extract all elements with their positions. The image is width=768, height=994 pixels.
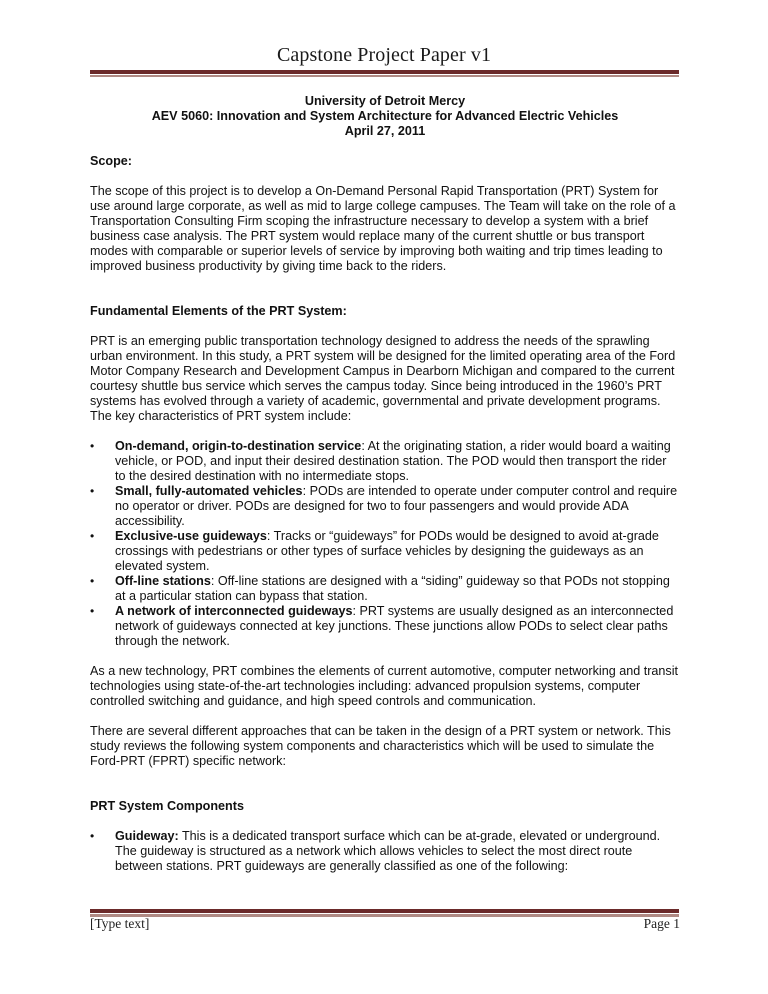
bullet-icon: • [90, 439, 95, 453]
list-item-text: : Tracks or “guideways” for PODs would be designed to avoid at-grade crossings with pedestrians or other types of surface vehicles by designing the guideways as an elevated system. [115, 529, 659, 573]
page-number: Page 1 [643, 916, 680, 931]
list-item [90, 574, 680, 604]
bullet-icon: • [90, 484, 95, 498]
bullet-icon: • [90, 604, 95, 618]
bullet-icon: • [90, 829, 95, 843]
list-item-text: This is a dedicated transport surface which can be at-grade, elevated or underground. The guideway is structured as a network which allows vehicles to select the most direct route between stations. PRT guideways are generally classified as one of the following: [115, 829, 661, 873]
page-header-title: Capstone Project Paper v1 [276, 44, 492, 66]
list-item [90, 604, 680, 649]
page-footer [90, 916, 680, 932]
document-date: April 27, 2011 [344, 124, 426, 138]
list-item-term: Guideway: [115, 829, 179, 843]
list-item-text: : PRT systems are usually designed as an interconnected network of guideways connected at key junctions. These junctions allow PODs to select clear paths through the network. [115, 604, 674, 648]
bullet-icon: • [90, 574, 95, 588]
components-list [90, 829, 680, 874]
characteristics-list [90, 439, 680, 649]
list-item-text: : Off-line stations are designed with a “siding” guideway so that PODs not stopping at a particular station can bypass that station. [115, 574, 670, 603]
list-item-term: Off-line stations [115, 574, 211, 588]
header-rule [90, 70, 679, 77]
fundamentals-intro: PRT is an emerging public transportation technology designed to address the needs of the sprawling urban environment. In this study, a PRT system will be designed for the limited operating area of the Ford Motor Company Research and Development Campus in Dearborn Michigan and compared to the current courtesy shuttle bus service which serves the campus today. Since being introduced in the 1960’s PRT systems has evolved through a variety of academic, governmental and private development programs. The key characteristics of PRT system include: [90, 334, 676, 423]
title-block [90, 94, 680, 139]
list-item [90, 439, 680, 484]
list-item [90, 484, 680, 529]
list-item-term: Exclusive-use guideways [115, 529, 267, 543]
list-item-term: Small, fully-automated vehicles [115, 484, 303, 498]
document-body [90, 94, 680, 874]
list-item-text: : At the originating station, a rider would board a waiting vehicle, or POD, and input their desired destination station. The POD would then transport the rider to the desired destination with no intermediate stops. [115, 439, 671, 483]
list-item-text: : PODs are intended to operate under computer control and require no operator or driver. PODs are designed for two to four passengers and would provide ADA accessibility. [115, 484, 678, 528]
university-name: University of Detroit Mercy [304, 94, 466, 108]
list-item-term: On-demand, origin-to-destination service [115, 439, 362, 453]
approaches-paragraph: There are several different approaches that can be taken in the design of a PRT system or network. This study reviews the following system components and characteristics which will be used to simulate the Ford-PRT (FPRT) specific network: [90, 724, 671, 768]
bullet-icon: • [90, 529, 95, 543]
list-item [90, 829, 680, 874]
scope-heading: Scope: [90, 154, 132, 168]
technology-paragraph: As a new technology, PRT combines the elements of current automotive, computer networking and transit technologies using state-of-the-art technologies including: advanced propulsion systems, computer controlled switching and guidance, and high speed controls and communication. [90, 664, 679, 708]
list-item [90, 529, 680, 574]
scope-paragraph: The scope of this project is to develop a On-Demand Personal Rapid Transportation (PRT) System for use around large corporate, as well as mid to large college campuses. The Team will take on the role of a Transportation Consulting Firm scoping the infrastructure necessary to develop a system with a brief business case analysis. The PRT system would replace many of the current shuttle or bus transport modes with comparable or superior levels of service by improving both waiting and trip times leading to improved business productivity by giving time back to the riders. [90, 184, 676, 273]
components-heading: PRT System Components [90, 799, 244, 813]
list-item-term: A network of interconnected guideways [115, 604, 353, 618]
course-title: AEV 5060: Innovation and System Architecture for Advanced Electric Vehicles [151, 109, 619, 123]
footer-placeholder-text: [Type text] [90, 916, 150, 931]
fundamentals-heading: Fundamental Elements of the PRT System: [90, 304, 347, 318]
